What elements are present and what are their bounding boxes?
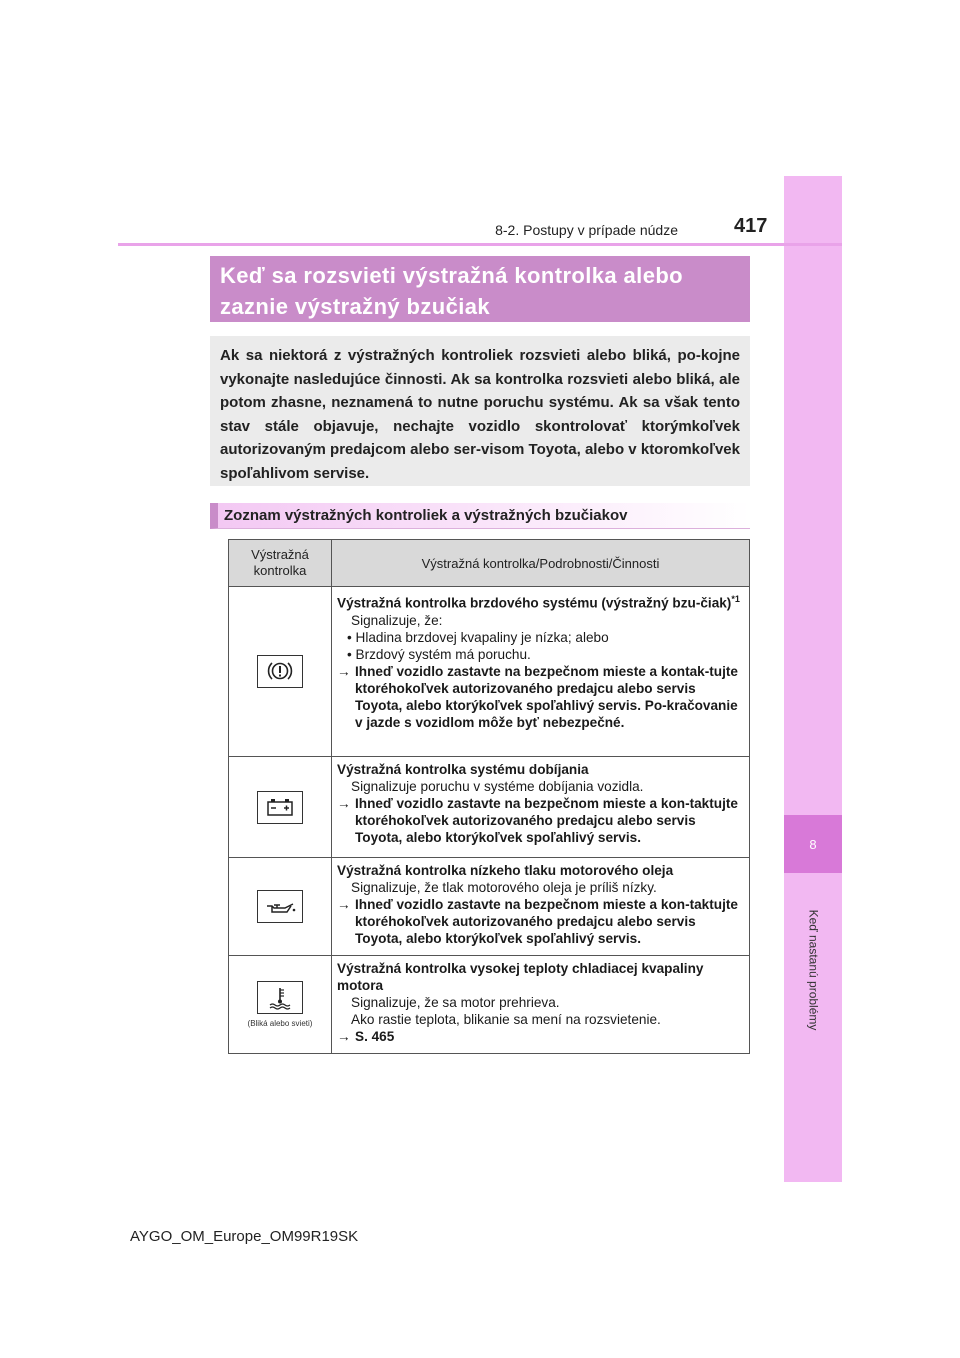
row-title: Výstražná kontrolka systému dobíjania [337,762,589,777]
page-title: Keď sa rozsvieti výstražná kontrolka alebo zaznie výstražný bzučiak [210,256,750,322]
row-detail: Signalizuje, že sa motor prehrieva. [351,995,560,1010]
description-cell [332,757,750,858]
arrow-icon: → [337,796,351,811]
row-bullet: • Hladina brzdovej kvapaliny je nízka; alebo [347,629,609,645]
table-row [229,858,750,956]
arrow-icon: → [337,897,351,912]
row-detail: Signalizuje poruchu v systéme dobíjania vozidla. [351,779,644,794]
oil-can-icon [257,890,303,923]
row-detail: Signalizuje, že tlak motorového oleja je príliš nízky. [351,880,657,895]
arrow-icon: → [337,663,351,679]
page-number: 417 [734,215,768,237]
description-cell [332,587,750,757]
row-action: → S. 465 [337,1029,395,1044]
icon-cell [229,858,332,956]
arrow-icon: → [337,1029,351,1044]
row-bullet: • Brzdový systém má poruchu. [347,646,531,662]
row-action: → Ihneď vozidlo zastavte na bezpečnom mieste a kontak-tujte ktoréhokoľvek autorizovaného predajcu alebo servis Toyota, alebo ktorýkoľvek spoľahlivý servis. Po-kračovanie v jazde s vozidlom môže byť nebezpečné. [337,663,738,730]
icon-cell [229,956,332,1054]
row-title: Výstražná kontrolka nízkeho tlaku motorového oleja [337,863,674,878]
warning-lights-table [228,539,750,1054]
row-detail: Signalizuje, že: [351,612,443,628]
coolant-temperature-icon [257,981,303,1014]
row-title: Výstražná kontrolka vysokej teploty chladiacej kvapaliny motora [337,961,704,993]
row-action: → Ihneď vozidlo zastavte na bezpečnom mieste a kon-taktujte ktoréhokoľvek autorizovaného predajcu alebo servis Toyota, alebo ktorýkoľvek spoľahlivý servis. [337,796,738,845]
row-action: → Ihneď vozidlo zastavte na bezpečnom mieste a kon-taktujte ktoréhokoľvek autorizovaného predajcu alebo servis Toyota, alebo ktorýkoľvek spoľahlivý servis. [337,897,738,946]
icon-cell [229,757,332,858]
description-cell [332,858,750,956]
chapter-number-tab: 8 [784,815,842,873]
icon-cell [229,587,332,757]
battery-icon [257,791,303,824]
subheading: Zoznam výstražných kontroliek a výstražných bzučiakov [210,503,750,529]
description-cell [332,956,750,1054]
chapter-title: Keď nastanú problémy [806,909,820,1031]
row-detail: Ako rastie teplota, blikanie sa mení na rozsvietenie. [351,1012,661,1027]
chapter-title-tab [784,880,842,1060]
table-header-indicator: Výstražná kontrolka [229,540,332,587]
footer-doc-id: AYGO_OM_Europe_OM99R19SK [130,1228,359,1245]
brake-warning-icon [257,655,303,688]
table-header-row [229,540,750,587]
table-row [229,956,750,1054]
table-row [229,757,750,858]
icon-note: (Bliká alebo svieti) [247,1018,313,1028]
intro-text: Ak sa niektorá z výstražných kontroliek rozsvieti alebo bliká, po-kojne vykonajte nasledujúce činnosti. Ak sa kontrolka rozsvieti alebo bliká, ale potom zhasne, neznamená to nutne poruchu systému. Ak sa však tento stav stále objavuje, nechajte vozidlo skontrolovať ktorýmkoľvek autorizovaným predajcom alebo ser-visom Toyota, alebo v ktoromkoľvek spoľahlivom servise. [210,336,750,486]
header-rule [118,243,842,246]
table-row [229,587,750,757]
section-title: 8-2. Postupy v prípade núdze [495,222,678,238]
row-title: Výstražná kontrolka brzdového systému (výstražný bzu-čiak)$^{*1}$ [337,594,740,611]
table-header-details: Výstražná kontrolka/Podrobnosti/Činnosti [332,540,750,587]
